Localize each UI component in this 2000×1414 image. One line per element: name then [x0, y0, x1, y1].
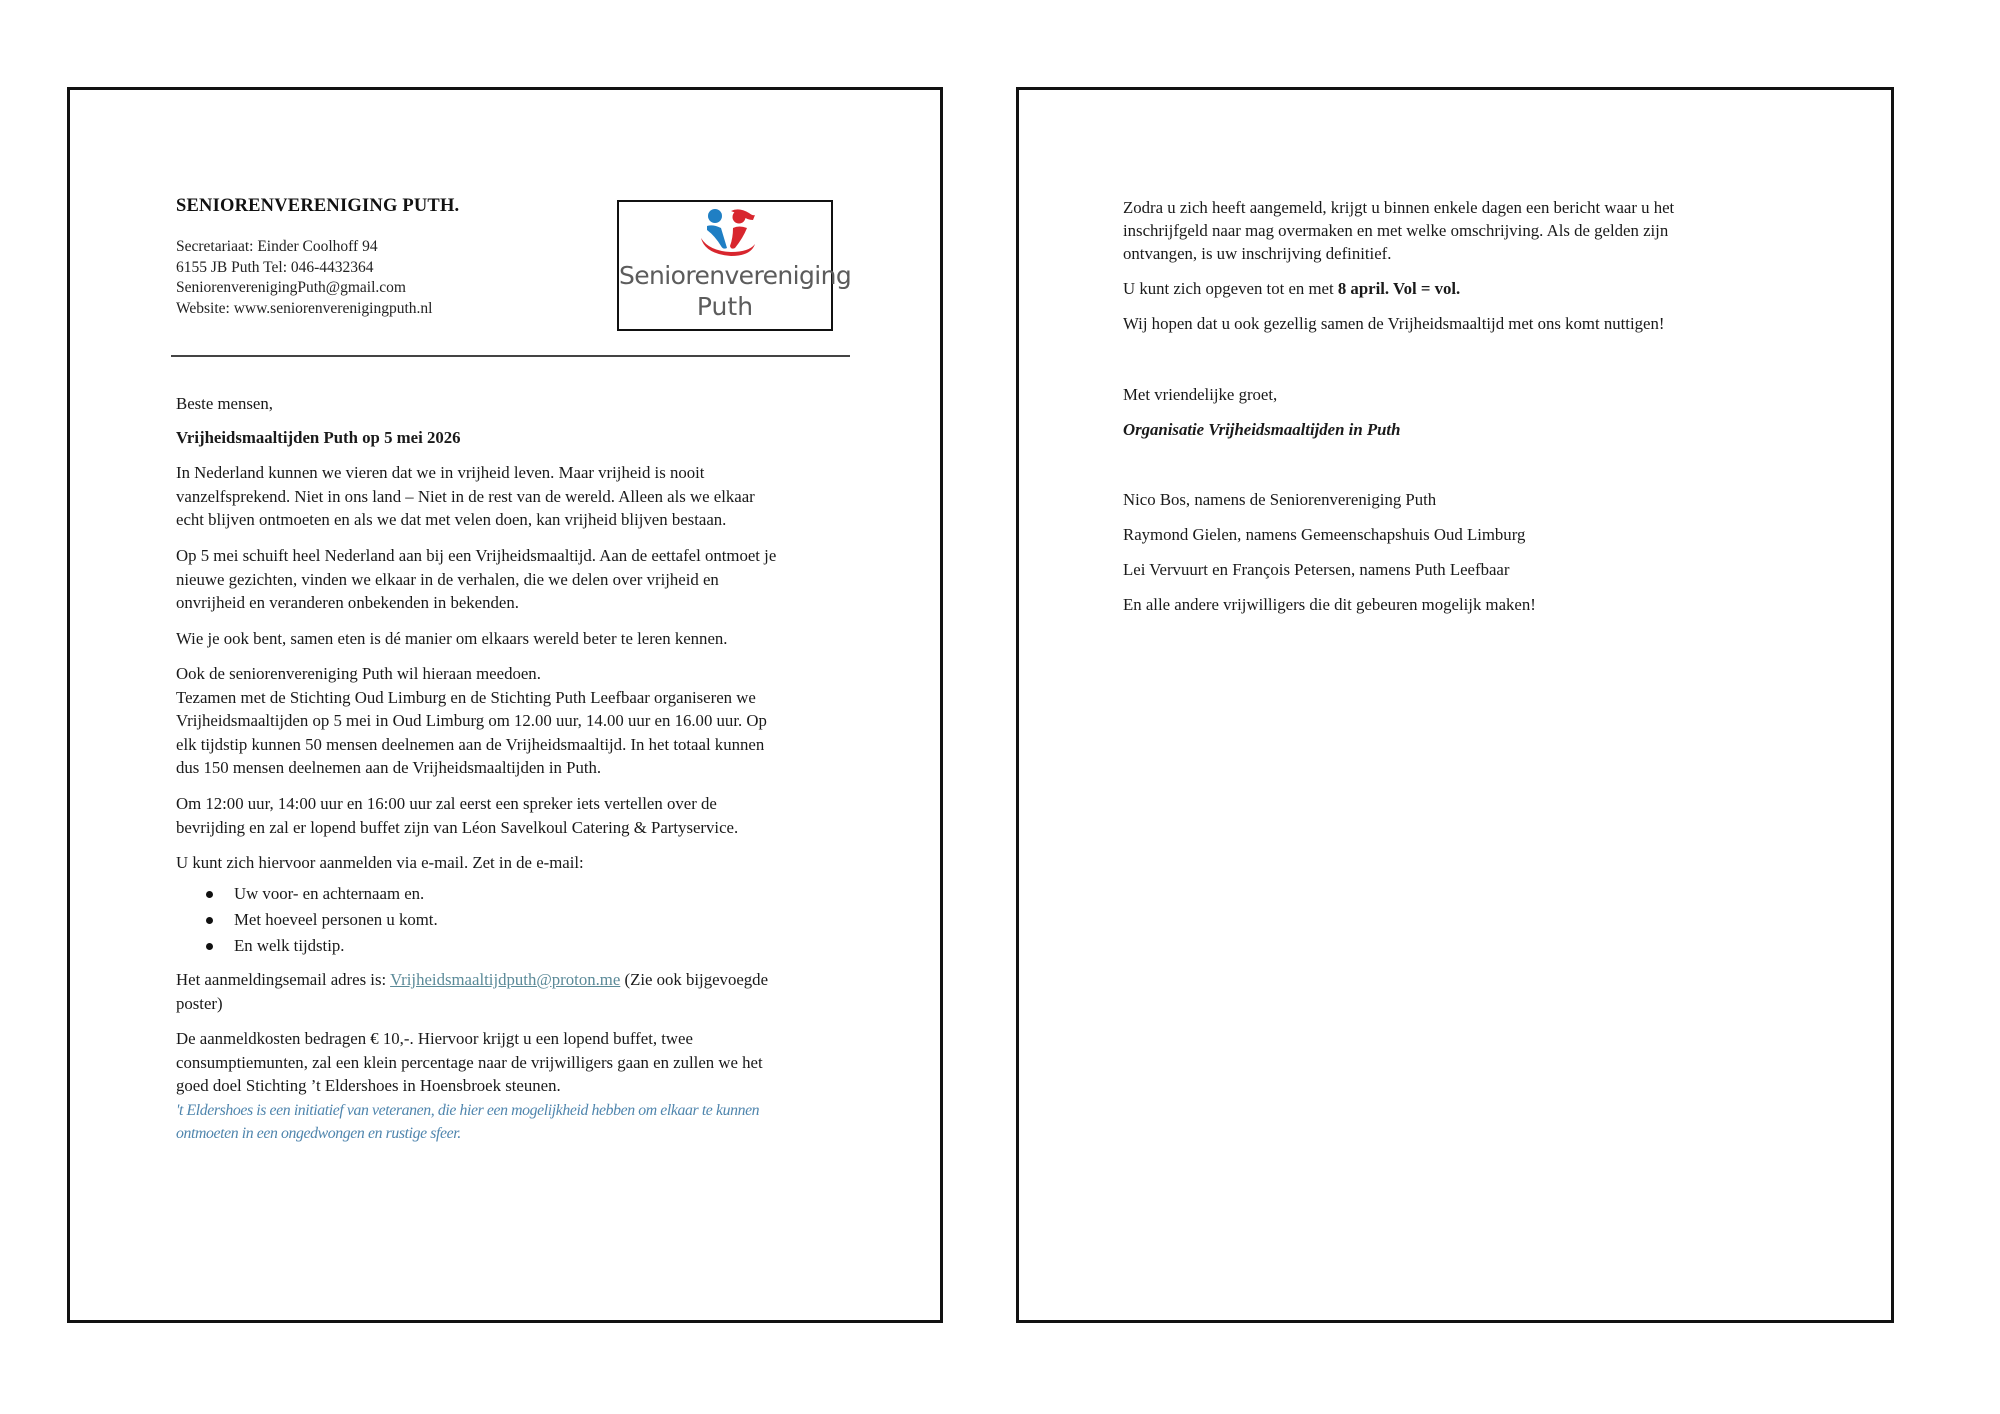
organizer-name: Nico Bos, namens de Seniorenvereniging Puth: [1123, 490, 1437, 509]
paragraph-line: Op 5 mei schuift heel Nederland aan bij een Vrijheidsmaaltijd. Aan de eettafel ontmoet je: [176, 546, 777, 565]
note-line: 't Eldershoes is een initiatief van veteranen, die hier een mogelijkheid hebben om elkaar te kunnen: [176, 1102, 760, 1119]
bullet-icon: [206, 943, 213, 950]
email-content-list: [176, 881, 438, 959]
paragraph-programma: [176, 792, 866, 839]
logo-figures-icon: [693, 208, 763, 260]
paragraph-5-mei: [176, 544, 866, 615]
organizer-name: Raymond Gielen, namens Gemeenschapshuis Oud Limburg: [1123, 525, 1526, 544]
deadline-prefix: U kunt zich opgeven tot en met: [1123, 279, 1338, 298]
note-line: ontmoeten in een ongedwongen en rustige sfeer.: [176, 1125, 461, 1142]
email-suffix: (Zie ook bijgevoegde: [620, 970, 769, 989]
list-item-text: Uw voor- en achternaam en.: [234, 884, 425, 903]
paragraph-line: bevrijding en zal er lopend buffet zijn van Léon Savelkoul Catering & Partyservice.: [176, 817, 739, 837]
letter-heading: Vrijheidsmaaltijden Puth op 5 mei 2026: [176, 428, 461, 447]
eldershoes-note: [176, 1099, 759, 1145]
paragraph-line: elk tijdstip kunnen 50 mensen deelnemen aan de Vrijheidsmaaltijd. In het totaal kunnen: [176, 734, 765, 754]
organization-title: SENIORENVERENIGING PUTH.: [176, 196, 460, 216]
paragraph-line: Zodra u zich heeft aangemeld, krijgt u binnen enkele dagen een bericht waar u het: [1123, 198, 1675, 217]
signature-organisation: [1123, 418, 1400, 441]
logo: [617, 200, 852, 331]
registration-email-link[interactable]: Vrijheidsmaaltijdputh@proton.me: [390, 970, 621, 989]
signature-text: Organisatie Vrijheidsmaaltijden in Puth: [1123, 420, 1401, 439]
logo-text-line2: Puth: [696, 292, 754, 321]
email-prefix: Het aanmeldingsemail adres is:: [176, 970, 391, 989]
paragraph-email-address: [176, 968, 866, 1015]
paragraph-line: Vrijheidsmaaltijden op 5 mei in Oud Limburg om 12.00 uur, 14.00 uur en 16.00 uur. Op: [176, 711, 767, 730]
greeting: Beste mensen,: [176, 394, 273, 413]
paragraph-deadline: [1123, 277, 1460, 300]
list-item-text: Met hoeveel personen u komt.: [234, 910, 438, 929]
letter-page-1: [67, 87, 943, 1323]
paragraph-line: echt blijven ontmoeten en als we dat met velen doen, kan vrijheid blijven bestaan.: [176, 510, 727, 529]
paragraph-line: dus 150 mensen deelnemen aan de Vrijheidsmaaltijden in Puth.: [176, 758, 602, 777]
paragraph-line: nieuwe gezichten, vinden we elkaar in de verhalen, die we delen over vrijheid en: [176, 569, 719, 589]
paragraph-kosten: [176, 1027, 866, 1098]
header-divider: [171, 355, 850, 357]
bullet-icon: [206, 891, 213, 898]
letter-page-2: [1016, 87, 1894, 1323]
closing-greeting: [1123, 383, 1277, 406]
paragraph-line: In Nederland kunnen we vieren dat we in vrijheid leven. Maar vrijheid is nooit: [176, 463, 705, 482]
logo-text-line1: Seniorenvereniging: [619, 261, 852, 290]
paragraph-line: inschrijfgeld naar mag overmaken en met welke omschrijving. Als de gelden zijn: [1123, 221, 1669, 240]
paragraph-line: Ook de seniorenvereniging Puth wil hieraan meedoen.: [176, 664, 541, 683]
paragraph-line: Tezamen met de Stichting Oud Limburg en de Stichting Puth Leefbaar organiseren we: [176, 687, 756, 707]
paragraph-aanmelden: [176, 851, 866, 875]
paragraph-line: U kunt zich hiervoor aanmelden via e-mail. Zet in de e-mail:: [176, 853, 584, 872]
deadline-date: 8 april. Vol = vol.: [1337, 279, 1461, 298]
organizer-name: En alle andere vrijwilligers die dit gebeuren mogelijk maken!: [1123, 595, 1536, 614]
paragraph-line: De aanmeldkosten bedragen € 10,-. Hiervoor krijgt u een lopend buffet, twee: [176, 1029, 693, 1048]
paragraph-line: goed doel Stichting ’t Eldershoes in Hoensbroek steunen.: [176, 1076, 561, 1095]
address-email: SeniorenverenigingPuth@gmail.com: [176, 279, 406, 296]
address-line: Secretariaat: Einder Coolhoff 94: [176, 238, 378, 255]
paragraph-bevestiging: [1123, 196, 1674, 265]
list-item-text: En welk tijdstip.: [234, 936, 345, 955]
address-website: Website: www.seniorenverenigingputh.nl: [176, 299, 433, 317]
list-item: [176, 907, 438, 933]
paragraph-line: Wie je ook bent, samen eten is dé manier om elkaars wereld beter te leren kennen.: [176, 629, 728, 648]
paragraph-line: ontvangen, is uw inschrijving definitief.: [1123, 244, 1392, 263]
paragraph-hope: [1123, 312, 1664, 335]
paragraph-intro: [176, 461, 866, 532]
paragraph-line: Om 12:00 uur, 14:00 uur en 16:00 uur zal eerst een spreker iets vertellen over de: [176, 794, 717, 813]
paragraph-line: Wij hopen dat u ook gezellig samen de Vrijheidsmaaltijd met ons komt nuttigen!: [1123, 314, 1665, 333]
paragraph-organisatie: [176, 662, 866, 780]
paragraph-line: consumptiemunten, zal een klein percentage naar de vrijwilligers gaan en zullen we het: [176, 1052, 763, 1072]
address-line: 6155 JB Puth Tel: 046-4432364: [176, 258, 374, 276]
organizer-name: Lei Vervuurt en François Petersen, namens Puth Leefbaar: [1123, 560, 1510, 579]
paragraph-line: vanzelfsprekend. Niet in ons land – Niet in de rest van de wereld. Alleen als we elkaar: [176, 486, 755, 506]
paragraph-line: poster): [176, 993, 223, 1013]
paragraph-samen-eten: [176, 627, 866, 651]
list-item: [176, 933, 438, 959]
address-block: [176, 237, 432, 319]
list-item: [176, 881, 438, 907]
bullet-icon: [206, 917, 213, 924]
organizers-list: [1123, 488, 1536, 616]
paragraph-line: onvrijheid en veranderen onbekenden in bekenden.: [176, 593, 519, 612]
closing-text: Met vriendelijke groet,: [1123, 385, 1278, 404]
